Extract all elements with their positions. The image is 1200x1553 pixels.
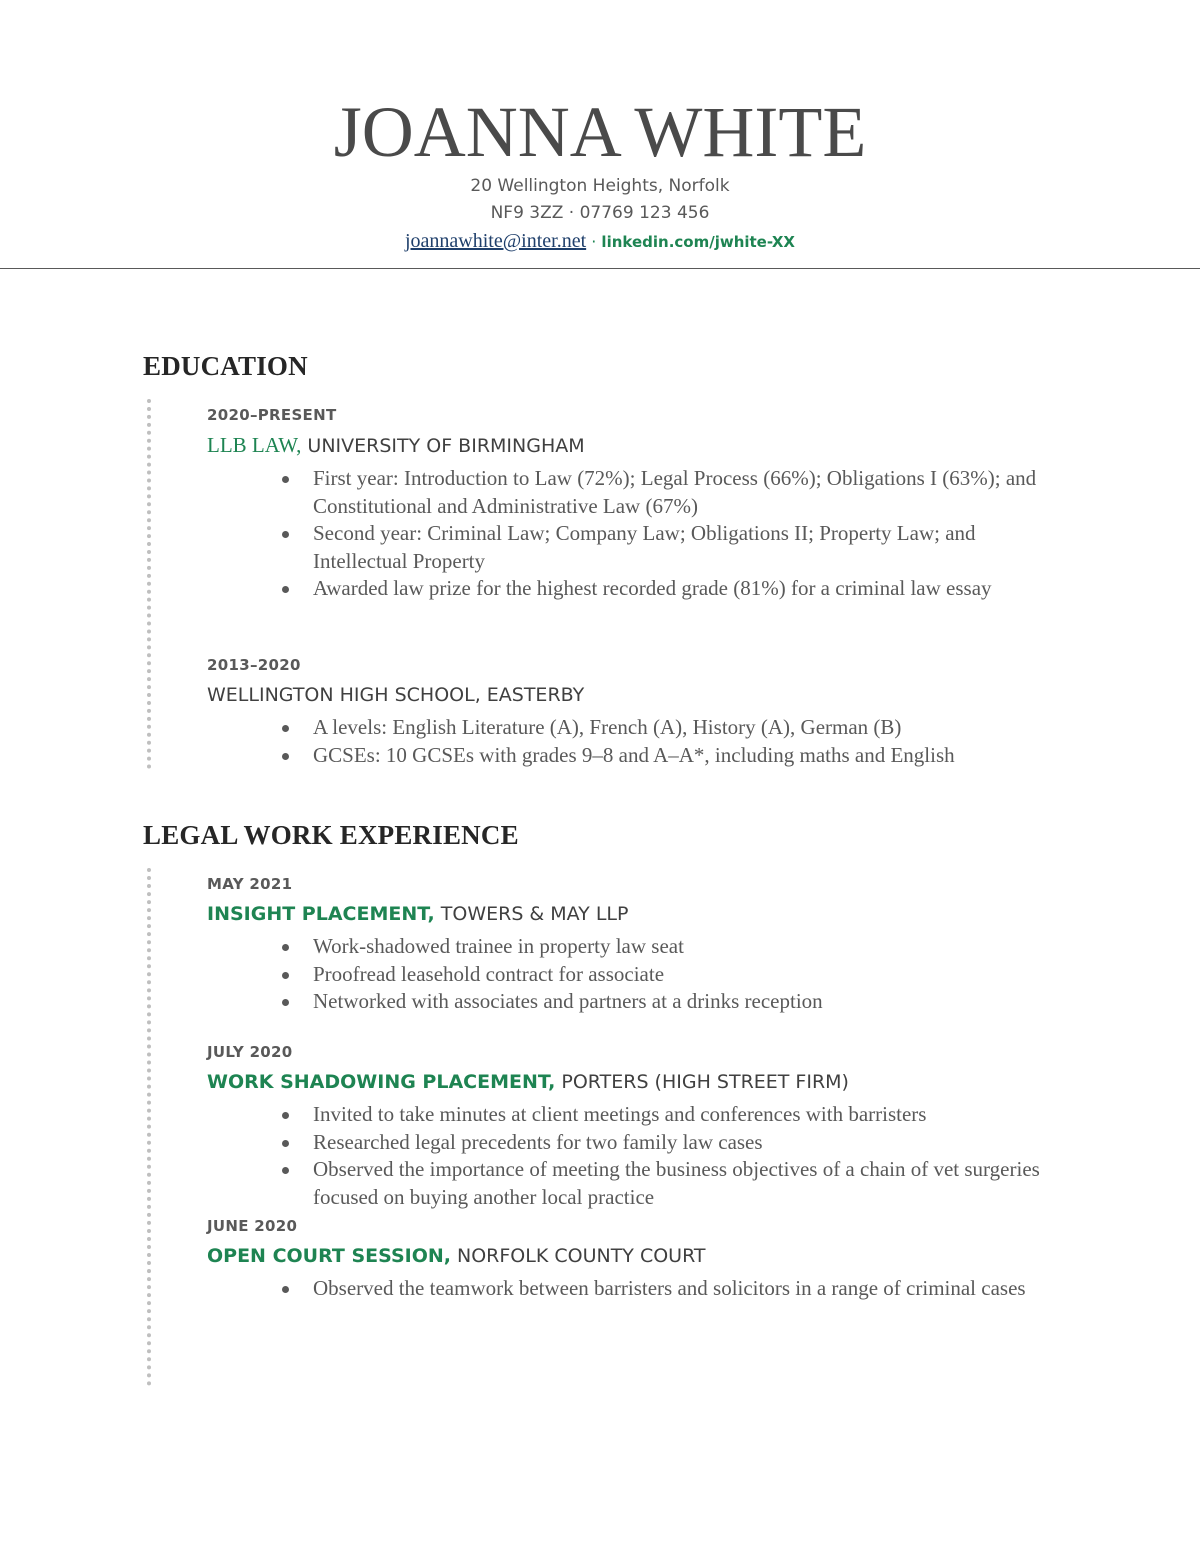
- entry-title: [207, 902, 1077, 926]
- list-item: Observed the teamwork between barristers and solicitors in a range of criminal cases: [207, 1275, 1073, 1303]
- entry-title: [207, 683, 1077, 707]
- linkedin-link[interactable]: linkedin.com/jwhite-XX: [601, 233, 795, 251]
- entry-date: MAY 2021: [207, 875, 293, 893]
- experience-dotted-border: [147, 868, 156, 1386]
- entry-title: [207, 1070, 1077, 1094]
- experience-heading: LEGAL WORK EXPERIENCE: [143, 820, 519, 850]
- role-name: INSIGHT PLACEMENT,: [207, 903, 435, 925]
- entry-date: JUNE 2020: [207, 1217, 298, 1235]
- institution-name: UNIVERSITY OF BIRMINGHAM: [301, 435, 585, 457]
- bullet-list: [207, 1101, 1077, 1211]
- list-item: Proofread leasehold contract for associate: [207, 961, 1073, 989]
- bullet-list: [207, 465, 1077, 603]
- list-item: Work-shadowed trainee in property law seat: [207, 933, 1073, 961]
- contact-line: [0, 228, 1200, 255]
- list-item: GCSEs: 10 GCSEs with grades 9–8 and A–A*, including maths and English: [207, 742, 1073, 770]
- resume-header: [0, 0, 1200, 269]
- bullet-list: [207, 933, 1077, 1016]
- entry-date: 2013–2020: [207, 656, 301, 674]
- contact-separator: ·: [586, 232, 602, 251]
- bullet-list: [207, 1275, 1077, 1303]
- candidate-name: JOANNA WHITE: [333, 92, 867, 172]
- list-item: Invited to take minutes at client meetings and conferences with barristers: [207, 1101, 1073, 1129]
- firm-name: NORFOLK COUNTY COURT: [450, 1245, 706, 1267]
- experience-entry: [207, 1216, 1077, 1303]
- institution-name: WELLINGTON HIGH SCHOOL, EASTERBY: [207, 684, 585, 706]
- education-dotted-border: [147, 399, 156, 769]
- experience-entry: [207, 874, 1077, 1016]
- list-item: Awarded law prize for the highest recorded grade (81%) for a criminal law essay: [207, 575, 1073, 603]
- list-item: Networked with associates and partners at a drinks reception: [207, 988, 1073, 1016]
- address-line-2: NF9 3ZZ · 07769 123 456: [490, 203, 710, 223]
- address-line-1: 20 Wellington Heights, Norfolk: [470, 176, 730, 196]
- header-divider: [0, 268, 1200, 269]
- entry-title: [207, 433, 1077, 458]
- entry-title: [207, 1244, 1077, 1268]
- email-link[interactable]: joannawhite@inter.net: [405, 230, 587, 252]
- education-heading: EDUCATION: [143, 351, 308, 381]
- education-entry: [207, 655, 1077, 769]
- bullet-list: [207, 714, 1077, 769]
- list-item: A levels: English Literature (A), French (A), History (A), German (B): [207, 714, 1073, 742]
- experience-entry: [207, 1042, 1077, 1211]
- list-item: Researched legal precedents for two family law cases: [207, 1129, 1073, 1157]
- role-name: OPEN COURT SESSION,: [207, 1245, 451, 1267]
- entry-date: JULY 2020: [207, 1043, 293, 1061]
- entry-date: 2020–PRESENT: [207, 406, 337, 424]
- role-name: WORK SHADOWING PLACEMENT,: [207, 1071, 556, 1093]
- list-item: Second year: Criminal Law; Company Law; Obligations II; Property Law; and Intellectual Property: [207, 520, 1073, 575]
- degree-name: LLB LAW,: [207, 433, 302, 457]
- firm-name: PORTERS (HIGH STREET FIRM): [555, 1071, 849, 1093]
- list-item: Observed the importance of meeting the business objectives of a chain of vet surgeries focused on buying another local practice: [207, 1156, 1073, 1211]
- education-entry: [207, 405, 1077, 603]
- firm-name: TOWERS & MAY LLP: [434, 903, 629, 925]
- list-item: First year: Introduction to Law (72%); Legal Process (66%); Obligations I (63%); and Constitutional and Administrative Law (67%): [207, 465, 1073, 520]
